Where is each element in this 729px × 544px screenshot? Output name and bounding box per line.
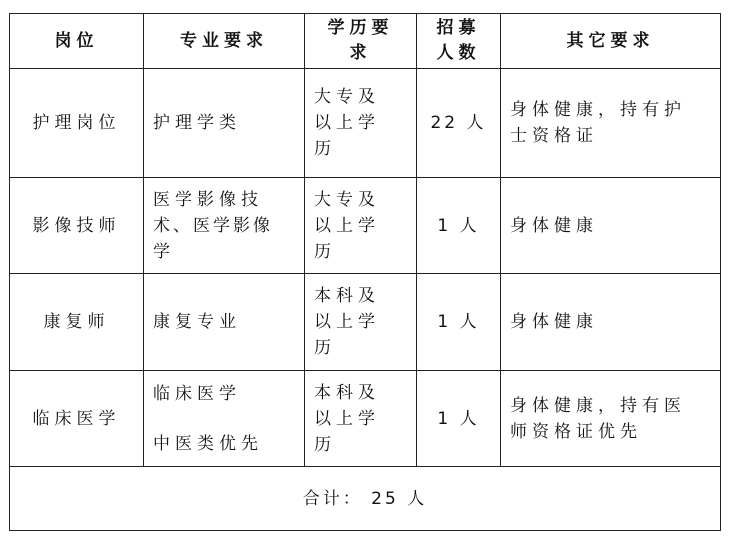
other-line: 身体健康，持有医 — [510, 395, 686, 416]
header-row — [10, 14, 721, 69]
line-spacer — [153, 407, 300, 431]
table-row — [10, 69, 721, 178]
other-cell — [501, 274, 721, 371]
other-cell — [501, 371, 721, 467]
header-position: 岗位 — [10, 14, 144, 69]
education-line: 以上学 — [314, 215, 380, 236]
header-count-line: 人数 — [436, 43, 481, 63]
total-row — [10, 467, 721, 531]
header-major: 专业要求 — [144, 14, 305, 69]
position-cell: 影像技师 — [10, 178, 144, 274]
major-cell — [144, 371, 305, 467]
position-cell: 康复师 — [10, 274, 144, 371]
education-cell — [305, 371, 417, 467]
other-cell — [501, 178, 721, 274]
other-line: 师资格证优先 — [510, 421, 642, 442]
table-row — [10, 371, 721, 467]
education-line: 历 — [314, 434, 336, 455]
header-education-line: 求 — [349, 43, 372, 63]
education-cell — [305, 178, 417, 274]
major-line: 中医类优先 — [153, 433, 263, 454]
education-line: 大专及 — [314, 87, 380, 107]
education-line: 历 — [314, 139, 336, 159]
major-cell — [144, 178, 305, 274]
major-line: 临床医学 — [153, 383, 241, 404]
major-line: 学 — [153, 241, 175, 262]
other-line: 身体健康 — [510, 215, 598, 236]
other-line: 士资格证 — [510, 126, 598, 146]
other-cell — [501, 69, 721, 178]
position-cell: 护理岗位 — [10, 69, 144, 178]
major-line: 康复专业 — [153, 312, 241, 332]
count-cell: 22 人 — [417, 69, 501, 178]
education-line: 本科及 — [314, 286, 380, 306]
education-cell — [305, 69, 417, 178]
major-line: 护理学类 — [153, 113, 241, 133]
recruitment-table — [9, 13, 721, 531]
education-cell — [305, 274, 417, 371]
header-count — [417, 14, 501, 69]
major-cell — [144, 274, 305, 371]
other-line: 身体健康 — [510, 312, 598, 332]
education-line: 以上学 — [314, 113, 380, 133]
table-row — [10, 178, 721, 274]
count-cell: 1 人 — [417, 274, 501, 371]
other-line: 身体健康，持有护 — [510, 100, 686, 120]
table-row — [10, 274, 721, 371]
position-cell: 临床医学 — [10, 371, 144, 467]
major-line: 医学影像技 — [153, 189, 263, 210]
header-count-line: 招募 — [436, 18, 481, 38]
count-cell: 1 人 — [417, 178, 501, 274]
header-education — [305, 14, 417, 69]
education-line: 大专及 — [314, 189, 380, 210]
count-cell: 1 人 — [417, 371, 501, 467]
major-cell — [144, 69, 305, 178]
education-line: 以上学 — [314, 312, 380, 332]
education-line: 历 — [314, 338, 336, 358]
header-education-line: 学历要 — [327, 18, 394, 38]
education-line: 以上学 — [314, 408, 380, 429]
education-line: 本科及 — [314, 382, 380, 403]
major-line: 术、医学影像 — [153, 215, 273, 236]
education-line: 历 — [314, 241, 336, 262]
total-cell: 合计： 25 人 — [10, 467, 721, 531]
header-other: 其它要求 — [501, 14, 721, 69]
